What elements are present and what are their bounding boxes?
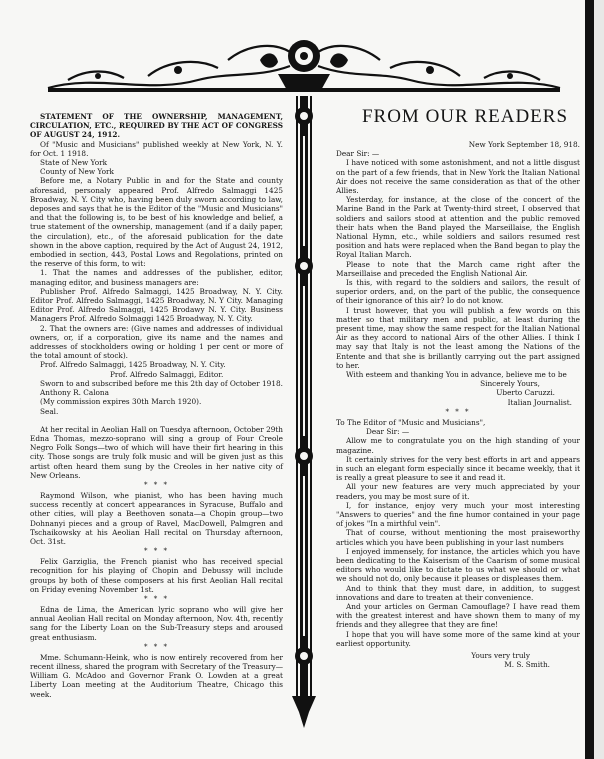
statement-line: 2. That the owners are: (Give names and addresses of individual owners, or, if a corporation, give its name and the names and addresses of stockholders owing or holding 1 per cent or more of the total amount of stock). (30, 323, 283, 361)
letter-paragraph: And to think that they must dare, in addition, to suggest innovations and dare to treaten at their convenience. (336, 583, 580, 602)
statement-line: Prof. Alfredo Salmaggi, Editor. (110, 369, 224, 379)
letter-paragraph: With esteem and thanking You in advance, believe me to be (346, 370, 567, 380)
letter-signature: M. S. Smith. (504, 660, 550, 670)
news-item: Edna de Lima, the American lyric soprano who will give her annual Aeolian Hall recital on Monday afternoon, Nov. 4th, recently sang for the Liberty Loan on the Sub-Treasury steps and aroused great enthusiasm. (30, 604, 283, 642)
statement-heading: STATEMENT OF THE OWNERSHIP, MANAGEMENT, CIRCULATION, ETC., REQUIRED BY THE ACT OF CONGRESS OF AUGUST 24, 1912. (30, 112, 283, 140)
decorative-header-ornament (28, 30, 580, 100)
statement-line: 1. That the names and addresses of the publisher, editor, managing editor, and business managers are: (30, 268, 283, 287)
letter-paragraph: And your articles on German Camouflage? I have read them with the greatest interest and have shown them to many of my friends and they allegree that they are fine! (336, 601, 580, 630)
letter-closing: Yours very truly (471, 650, 530, 660)
section-title: FROM OUR READERS (361, 106, 569, 127)
letter-paragraph: I have noticed with some astonishment, and not a little disgust on the part of a few friends, that in New York the Italian National Air does not receive the same consideration as that of the other Allies. (336, 158, 580, 196)
statement-line: County of New York (40, 167, 114, 177)
letter-salutation: Dear Sir: — (366, 427, 410, 437)
letter-address: To The Editor of "Music and Musicians", (336, 417, 486, 427)
letter-paragraph: Allow me to congratulate you on the high standing of your magazine. (336, 436, 580, 455)
letter-paragraph: Is this, with regard to the soldiers and sailors, the result of superior orders, and, on the part of the public, the consequence of their ignorance of this air? Io do not know. (336, 278, 580, 306)
letter-paragraph: That of course, without mentioning the most praiseworthy articles which you have been publishing in your last numbers (336, 528, 580, 547)
statement-line: Anthony R. Calona (40, 388, 109, 398)
separator: * * * (445, 407, 471, 416)
letter-closing: Sincerely Yours, (480, 379, 540, 389)
letter-paragraph: I trust however, that you will publish a few words on this matter so that military men and public, at least during the present time, may show the same respect for the Italian National Air as they accord to national Airs of the other Allies. I think I may say that Italy is not the least among the Nations of the Entente and that she is brillantly carrying out the part assigned to her. (336, 305, 580, 370)
letter-paragraph: All your new features are very much appreciated by your readers, you may be most sure of it. (336, 482, 580, 501)
letter-signature: Uberto Caruzzi. (496, 388, 555, 398)
statement-line: State of New York (40, 158, 108, 168)
separator: * * * (144, 594, 169, 603)
news-item: Felix Garziglia, the French pianist who has received special recognition for his playing of Chopin and Debussy will include groups by both of these composers at his first Aeolian Hall recital on Friday evening November 1st. (30, 557, 283, 594)
right-column (336, 140, 580, 669)
news-item: Mme. Schumann-Heink, who is now entirely recovered from her recent illness, shared the program with Secretary of the Treasury—William G. McAdoo and Governor Frank O. Lowden at a great Liberty Loan meeting at the Auditorium Theatre, Chicago this week. (30, 652, 283, 699)
letter-paragraph: I hope that you will have some more of the same kind at your earliest opportunity. (336, 629, 580, 648)
left-column (30, 112, 283, 699)
page-edge (594, 0, 604, 759)
letter-paragraph: Yesterday, for instance, at the close of the concert of the Marine Band in the Park at Twenty-third street, I observed that soldiers and sailors stood at attention and the public removed their hats when the Band played the Marseillaise, the English National Hymn, etc., while soldiers and sailors resumed rest position and hats were replaced when the Band began to play the Royal Italian March. (336, 195, 580, 260)
statement-line: Sworn to and subscribed before me this 2th day of October 1918. (40, 378, 283, 388)
letter-salutation: Dear Sir: — (336, 149, 380, 159)
separator: * * * (144, 480, 169, 489)
letter-paragraph: It certainly strives for the very best efforts in art and appears in such an elegant form especially since it became weekly, that it is really a great pleasure to see it and read it. (336, 454, 580, 483)
right-border-rule (585, 0, 594, 759)
separator: * * * (144, 642, 169, 651)
statement-line: Seal. (40, 406, 59, 416)
letter-role: Italian Journalist. (507, 397, 572, 407)
statement-line: Prof. Alfredo Salmaggi, 1425 Broadway, N. Y. City. (40, 360, 226, 370)
statement-line: Before me, a Notary Public in and for the State and county aforesaid, personaly appeared Prof. Alfredo Salmaggi 1425 Broadway, N. Y. City who, having been duly sworn according to law, deposes and says that he is the Editor of the "Music and Musicians" and that the following is, to be best of his knowledge and belief, a true statement of the ownership, management (and if a daily paper, the circulation), etc., of the aforesaid publication for the date shown in the above caption, required by the Act of August 24, 1912, embodied in section, 443, Postal Lows and Regolations, printed on the reserve of this form, to wit: (30, 176, 283, 269)
statement-line: Of "Music and Musicians" published weekly at New York, N. Y. for Oct. 1 1918. (30, 139, 283, 158)
statement-line: (My commission expires 30th March 1920). (40, 397, 202, 407)
letter-dateline: New York September 18, 918. (468, 140, 580, 149)
separator: * * * (144, 547, 169, 556)
letter-paragraph: Please to note that the March came right after the Marseillaise and preceded the English National Air. (336, 259, 580, 278)
statement-line: Publisher Prof. Alfredo Salmaggi, 1425 Broadway, N. Y. City. Editor Prof. Alfredo Salmaggi, 1425 Broadway, N. Y City. Managing Editor Prof. Alfredo Salmaggi, 1425 Brodawy N. Y. City. Business Managers Prof. Alfredo Solmaggi 1425 Broadway, N. Y. City. (30, 286, 283, 324)
decorative-column-divider (289, 96, 319, 728)
letter-paragraph: I enjoyed immensely, for instance, the articles which you have been dedicating to the Kaiserism of the Caarism of some musical editors who would like to dictate to us what we should or what we should not do, only because it pleases or displeases them. (336, 546, 580, 584)
letter-paragraph: I, for instance, enjoy very much your most interesting "Answers to queries" and the fine humor contained in your page of jokes "In a mirthful vein". (336, 500, 580, 529)
news-item: Raymond Wilson, whe pianist, who has been having much success recently at concert appearances in Syracuse, Buffalo and other cities, will play a Beethoven sonata—a Chopin group—two Dohnanyi pieces and a group of Ravel, MacDowell, Palmgren and Tschaikowsky at his Aeolian Hall recital on Thursday afternoon, Oct. 31st. (30, 490, 283, 546)
news-item: At her recital in Aeolian Hall on Tuesdya afternoon, October 29th Edna Thomas, mezzo-soprano will sing a group of Four Creole Negro Folk Songs—two of which will have their firt hearing in this city. Those songs are truly folk music and will be given just as this artist often heard them sung by the Creoles in her native city of New Orleans. (30, 424, 283, 480)
